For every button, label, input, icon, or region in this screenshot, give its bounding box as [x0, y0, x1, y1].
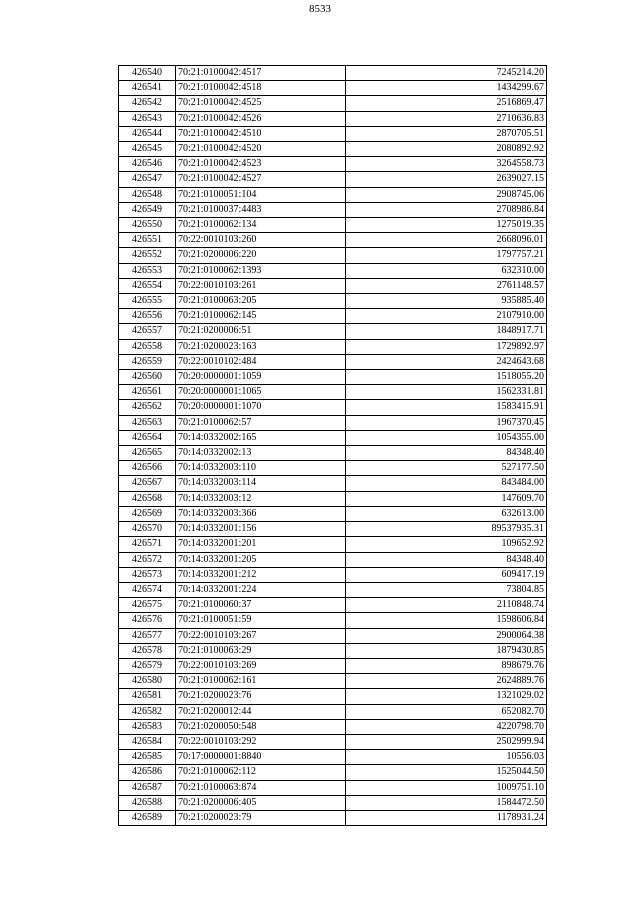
- row-number-cell: 426560: [119, 370, 176, 385]
- cadastral-value-cell: 2516869.47: [346, 96, 547, 111]
- cadastral-number-cell: 70:21:0100060:37: [176, 598, 346, 613]
- cadastral-number-cell: 70:21:0100051:104: [176, 187, 346, 202]
- table-row: [119, 552, 547, 567]
- cadastral-number-cell: 70:22:0010102:484: [176, 354, 346, 369]
- table-row: [119, 674, 547, 689]
- row-number-cell: 426580: [119, 674, 176, 689]
- table-body: [119, 66, 547, 826]
- cadastral-number-cell: 70:22:0010103:261: [176, 278, 346, 293]
- table-row: [119, 689, 547, 704]
- cadastral-value-cell: 2107910.00: [346, 309, 547, 324]
- table-row: [119, 567, 547, 582]
- cadastral-value-cell: 1562331.81: [346, 385, 547, 400]
- cadastral-number-cell: 70:20:0000001:1070: [176, 400, 346, 415]
- cadastral-value-cell: 10556.03: [346, 750, 547, 765]
- cadastral-value-cell: 1879430.85: [346, 643, 547, 658]
- cadastral-number-cell: 70:14:0332001:201: [176, 537, 346, 552]
- table-row: [119, 385, 547, 400]
- row-number-cell: 426571: [119, 537, 176, 552]
- table-row: [119, 598, 547, 613]
- cadastral-value-cell: 2502999.94: [346, 734, 547, 749]
- cadastral-value-cell: 935885.40: [346, 294, 547, 309]
- cadastral-number-cell: 70:21:0200023:76: [176, 689, 346, 704]
- row-number-cell: 426577: [119, 628, 176, 643]
- row-number-cell: 426555: [119, 294, 176, 309]
- cadastral-value-cell: 2624889.76: [346, 674, 547, 689]
- cadastral-value-cell: 1009751.10: [346, 780, 547, 795]
- cadastral-number-cell: 70:21:0100063:205: [176, 294, 346, 309]
- cadastral-value-cell: 1598606.84: [346, 613, 547, 628]
- cadastral-number-cell: 70:21:0200050:548: [176, 719, 346, 734]
- table-row: [119, 415, 547, 430]
- cadastral-value-cell: 2708986.84: [346, 202, 547, 217]
- cadastral-number-cell: 70:14:0332001:156: [176, 522, 346, 537]
- cadastral-number-cell: 70:21:0200006:405: [176, 795, 346, 810]
- cadastral-value-cell: 2110848.74: [346, 598, 547, 613]
- row-number-cell: 426561: [119, 385, 176, 400]
- cadastral-number-cell: 70:21:0100042:4527: [176, 172, 346, 187]
- table-row: [119, 461, 547, 476]
- cadastral-number-cell: 70:21:0100063:29: [176, 643, 346, 658]
- cadastral-number-cell: 70:14:0332003:12: [176, 491, 346, 506]
- row-number-cell: 426548: [119, 187, 176, 202]
- cadastral-number-cell: 70:14:0332001:205: [176, 552, 346, 567]
- row-number-cell: 426574: [119, 582, 176, 597]
- row-number-cell: 426579: [119, 658, 176, 673]
- table-row: [119, 719, 547, 734]
- table-row: [119, 476, 547, 491]
- table-row: [119, 704, 547, 719]
- row-number-cell: 426572: [119, 552, 176, 567]
- cadastral-value-cell: 73804.85: [346, 582, 547, 597]
- row-number-cell: 426544: [119, 126, 176, 141]
- cadastral-value-cell: 2080892.92: [346, 142, 547, 157]
- cadastral-number-cell: 70:21:0200006:51: [176, 324, 346, 339]
- table-row: [119, 537, 547, 552]
- cadastral-value-cell: 1434299.67: [346, 81, 547, 96]
- cadastral-number-cell: 70:14:0332001:224: [176, 582, 346, 597]
- table-row: [119, 810, 547, 825]
- cadastral-number-cell: 70:21:0100042:4526: [176, 111, 346, 126]
- cadastral-value-cell: 1321029.02: [346, 689, 547, 704]
- cadastral-number-cell: 70:21:0100063:874: [176, 780, 346, 795]
- cadastral-value-cell: 4220798.70: [346, 719, 547, 734]
- table-row: [119, 218, 547, 233]
- cadastral-number-cell: 70:20:0000001:1059: [176, 370, 346, 385]
- table-row: [119, 324, 547, 339]
- cadastral-value-cell: 2639027.15: [346, 172, 547, 187]
- table-row: [119, 309, 547, 324]
- row-number-cell: 426570: [119, 522, 176, 537]
- row-number-cell: 426552: [119, 248, 176, 263]
- cadastral-value-cell: 2424643.68: [346, 354, 547, 369]
- cadastral-number-cell: 70:21:0100042:4520: [176, 142, 346, 157]
- cadastral-number-cell: 70:21:0100062:145: [176, 309, 346, 324]
- row-number-cell: 426569: [119, 506, 176, 521]
- table-row: [119, 795, 547, 810]
- row-number-cell: 426583: [119, 719, 176, 734]
- cadastral-number-cell: 70:21:0200023:163: [176, 339, 346, 354]
- table-row: [119, 522, 547, 537]
- cadastral-number-cell: 70:14:0332002:13: [176, 446, 346, 461]
- cadastral-value-cell: 632613.00: [346, 506, 547, 521]
- cadastral-number-cell: 70:14:0332002:165: [176, 430, 346, 445]
- cadastral-number-cell: 70:21:0200023:79: [176, 810, 346, 825]
- table-row: [119, 765, 547, 780]
- cadastral-value-cell: 1584472.50: [346, 795, 547, 810]
- table-row: [119, 628, 547, 643]
- row-number-cell: 426546: [119, 157, 176, 172]
- table-row: [119, 658, 547, 673]
- cadastral-number-cell: 70:21:0100037:4483: [176, 202, 346, 217]
- page-number: 8533: [309, 3, 331, 15]
- row-number-cell: 426588: [119, 795, 176, 810]
- cadastral-value-cell: 1275019.35: [346, 218, 547, 233]
- cadastral-number-cell: 70:14:0332003:366: [176, 506, 346, 521]
- cadastral-value-cell: 84348.40: [346, 446, 547, 461]
- cadastral-value-cell: 632310.00: [346, 263, 547, 278]
- table-row: [119, 126, 547, 141]
- row-number-cell: 426575: [119, 598, 176, 613]
- cadastral-value-cell: 7245214.20: [346, 66, 547, 81]
- row-number-cell: 426568: [119, 491, 176, 506]
- cadastral-value-cell: 898679.76: [346, 658, 547, 673]
- cadastral-value-cell: 147609.70: [346, 491, 547, 506]
- cadastral-number-cell: 70:14:0332003:110: [176, 461, 346, 476]
- cadastral-value-cell: 843484.00: [346, 476, 547, 491]
- cadastral-value-cell: 2710636.83: [346, 111, 547, 126]
- cadastral-value-table: [118, 65, 547, 826]
- cadastral-number-cell: 70:22:0010103:260: [176, 233, 346, 248]
- row-number-cell: 426556: [119, 309, 176, 324]
- cadastral-value-cell: 1967370.45: [346, 415, 547, 430]
- cadastral-value-cell: 1054355.00: [346, 430, 547, 445]
- cadastral-value-cell: 89537935.31: [346, 522, 547, 537]
- cadastral-number-cell: 70:21:0100062:1393: [176, 263, 346, 278]
- row-number-cell: 426565: [119, 446, 176, 461]
- row-number-cell: 426550: [119, 218, 176, 233]
- row-number-cell: 426558: [119, 339, 176, 354]
- cadastral-number-cell: 70:21:0200012:44: [176, 704, 346, 719]
- table-row: [119, 172, 547, 187]
- table-row: [119, 278, 547, 293]
- cadastral-value-cell: 1583415.91: [346, 400, 547, 415]
- row-number-cell: 426567: [119, 476, 176, 491]
- cadastral-number-cell: 70:14:0332003:114: [176, 476, 346, 491]
- row-number-cell: 426587: [119, 780, 176, 795]
- row-number-cell: 426573: [119, 567, 176, 582]
- table-row: [119, 400, 547, 415]
- cadastral-number-cell: 70:22:0010103:269: [176, 658, 346, 673]
- row-number-cell: 426554: [119, 278, 176, 293]
- cadastral-value-cell: 1848917.71: [346, 324, 547, 339]
- cadastral-value-cell: 527177.50: [346, 461, 547, 476]
- row-number-cell: 426586: [119, 765, 176, 780]
- cadastral-value-cell: 1178931.24: [346, 810, 547, 825]
- cadastral-number-cell: 70:21:0100062:57: [176, 415, 346, 430]
- cadastral-value-cell: 609417.19: [346, 567, 547, 582]
- table-row: [119, 430, 547, 445]
- row-number-cell: 426581: [119, 689, 176, 704]
- cadastral-number-cell: 70:20:0000001:1065: [176, 385, 346, 400]
- row-number-cell: 426540: [119, 66, 176, 81]
- row-number-cell: 426585: [119, 750, 176, 765]
- row-number-cell: 426559: [119, 354, 176, 369]
- table-row: [119, 142, 547, 157]
- row-number-cell: 426584: [119, 734, 176, 749]
- cadastral-number-cell: 70:21:0100042:4523: [176, 157, 346, 172]
- table-row: [119, 506, 547, 521]
- row-number-cell: 426541: [119, 81, 176, 96]
- cadastral-value-cell: 2870705.51: [346, 126, 547, 141]
- table-row: [119, 582, 547, 597]
- row-number-cell: 426566: [119, 461, 176, 476]
- table-row: [119, 734, 547, 749]
- row-number-cell: 426563: [119, 415, 176, 430]
- table-row: [119, 491, 547, 506]
- cadastral-number-cell: 70:21:0100062:112: [176, 765, 346, 780]
- cadastral-number-cell: 70:22:0010103:267: [176, 628, 346, 643]
- cadastral-number-cell: 70:21:0100042:4525: [176, 96, 346, 111]
- table-row: [119, 370, 547, 385]
- table-row: [119, 96, 547, 111]
- table-row: [119, 81, 547, 96]
- table-row: [119, 339, 547, 354]
- row-number-cell: 426576: [119, 613, 176, 628]
- row-number-cell: 426542: [119, 96, 176, 111]
- row-number-cell: 426557: [119, 324, 176, 339]
- cadastral-value-cell: 2761148.57: [346, 278, 547, 293]
- row-number-cell: 426549: [119, 202, 176, 217]
- table-row: [119, 750, 547, 765]
- table-row: [119, 111, 547, 126]
- table-row: [119, 66, 547, 81]
- row-number-cell: 426545: [119, 142, 176, 157]
- table-row: [119, 613, 547, 628]
- row-number-cell: 426553: [119, 263, 176, 278]
- cadastral-value-cell: 1729892.97: [346, 339, 547, 354]
- table-row: [119, 446, 547, 461]
- row-number-cell: 426547: [119, 172, 176, 187]
- cadastral-number-cell: 70:21:0100042:4518: [176, 81, 346, 96]
- row-number-cell: 426578: [119, 643, 176, 658]
- row-number-cell: 426562: [119, 400, 176, 415]
- cadastral-value-cell: 1518055.20: [346, 370, 547, 385]
- cadastral-number-cell: 70:21:0100042:4510: [176, 126, 346, 141]
- table-row: [119, 780, 547, 795]
- cadastral-number-cell: 70:21:0100051:59: [176, 613, 346, 628]
- table-row: [119, 157, 547, 172]
- cadastral-value-cell: 3264558.73: [346, 157, 547, 172]
- cadastral-number-cell: 70:21:0100042:4517: [176, 66, 346, 81]
- cadastral-value-cell: 109652.92: [346, 537, 547, 552]
- cadastral-number-cell: 70:17:0000001:8840: [176, 750, 346, 765]
- cadastral-value-cell: 1797757.21: [346, 248, 547, 263]
- cadastral-value-cell: 2908745.06: [346, 187, 547, 202]
- cadastral-number-cell: 70:21:0200006:220: [176, 248, 346, 263]
- row-number-cell: 426589: [119, 810, 176, 825]
- cadastral-value-cell: 2900064.38: [346, 628, 547, 643]
- cadastral-value-cell: 2668096.01: [346, 233, 547, 248]
- table-row: [119, 263, 547, 278]
- cadastral-number-cell: 70:14:0332001:212: [176, 567, 346, 582]
- cadastral-value-cell: 84348.40: [346, 552, 547, 567]
- table-row: [119, 354, 547, 369]
- cadastral-number-cell: 70:22:0010103:292: [176, 734, 346, 749]
- table-row: [119, 643, 547, 658]
- row-number-cell: 426543: [119, 111, 176, 126]
- row-number-cell: 426564: [119, 430, 176, 445]
- cadastral-number-cell: 70:21:0100062:134: [176, 218, 346, 233]
- cadastral-number-cell: 70:21:0100062:161: [176, 674, 346, 689]
- table-row: [119, 294, 547, 309]
- table-row: [119, 202, 547, 217]
- cadastral-value-cell: 1525044.50: [346, 765, 547, 780]
- row-number-cell: 426551: [119, 233, 176, 248]
- row-number-cell: 426582: [119, 704, 176, 719]
- table-row: [119, 187, 547, 202]
- cadastral-value-cell: 652082.70: [346, 704, 547, 719]
- table-row: [119, 233, 547, 248]
- table-row: [119, 248, 547, 263]
